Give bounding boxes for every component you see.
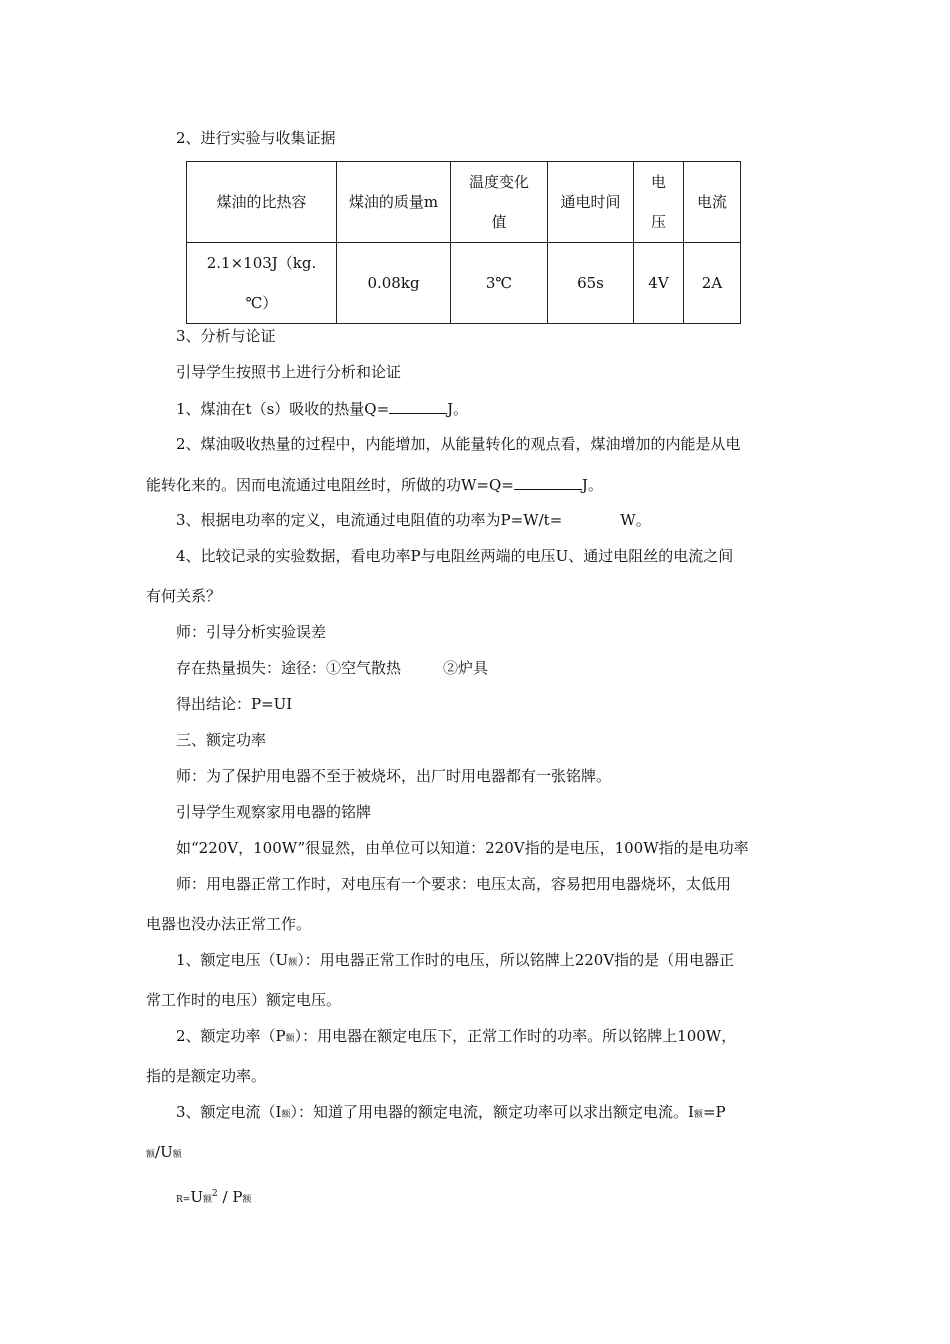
subscript: 额: [285, 1034, 295, 1044]
section-heading: 三、额定功率: [176, 731, 267, 749]
subscript: 额: [693, 1110, 703, 1120]
definition-text: 2、额定功率（P: [176, 1027, 286, 1045]
question-2-line1: 2、煤油吸收热量的过程中，内能增加，从能量转化的观点看，煤油增加的内能是从电: [176, 435, 741, 453]
definition-text: ）：用电器正常工作时的电压，所以铭牌上220V指的是（用电器正: [297, 951, 735, 969]
definition-text: =P: [702, 1103, 726, 1121]
subscript: 额: [202, 1195, 212, 1205]
table-cell: 0.08kg: [337, 243, 451, 324]
section-heading: 3、分析与论证: [176, 327, 276, 345]
table-header-cell: 通电时间: [548, 162, 634, 243]
paragraph: 电器也没办法正常工作。: [146, 915, 312, 933]
paragraph: 师：用电器正常工作时，对电压有一个要求：电压太高，容易把用电器烧坏，太低用: [176, 875, 732, 893]
question-unit: W。: [620, 511, 651, 529]
subscript: 额: [172, 1150, 182, 1160]
definition-1-line2: 常工作时的电压）额定电压。: [146, 991, 342, 1009]
subscript: 额: [242, 1195, 252, 1205]
table-row: [187, 243, 741, 324]
formula-text: U: [190, 1188, 203, 1206]
question-unit: J。: [447, 400, 469, 418]
question-3: [176, 510, 651, 530]
definition-text: ）：用电器在额定电压下，正常工作时的功率。所以铭牌上100W，: [294, 1027, 737, 1045]
subscript: R=: [176, 1195, 191, 1205]
table-header-cell: 电压: [634, 162, 684, 243]
paragraph: 引导学生按照书上进行分析和论证: [176, 363, 402, 381]
question-4-line1: 4、比较记录的实验数据，看电功率P与电阻丝两端的电压U、通过电阻丝的电流之间: [176, 547, 734, 565]
heat-loss-text: 存在热量损失：途径：①空气散热: [176, 659, 402, 677]
heat-loss-text: ②炉具: [443, 659, 489, 677]
table-cell: 3℃: [451, 243, 548, 324]
question-text: 3、根据电功率的定义，电流通过电阻值的功率为P=W/t=: [176, 511, 563, 529]
subscript: 额: [288, 958, 298, 968]
table-cell: 65s: [548, 243, 634, 324]
table-cell: 2.1×103J（kg.℃）: [187, 243, 337, 324]
table-header-cell: 煤油的比热容: [187, 162, 337, 243]
superscript: 2: [212, 1189, 218, 1199]
paragraph: 如“220V，100W”很显然，由单位可以知道：220V指的是电压，100W指的是电功率: [176, 839, 749, 857]
subscript: 额: [281, 1110, 291, 1120]
question-text: 能转化来的。因而电流通过电阻丝时，所做的功W=Q=: [146, 476, 514, 494]
question-1: [176, 398, 468, 419]
question-text: 1、煤油在t（s）吸收的热量Q=: [176, 400, 390, 418]
formula-line: [176, 1184, 251, 1210]
definition-2-line2: 指的是额定功率。: [146, 1067, 267, 1085]
subscript: 额: [146, 1150, 156, 1160]
definition-3: [176, 1102, 726, 1125]
conclusion: 得出结论：P=UI: [176, 695, 293, 713]
formula-line: [146, 1142, 182, 1165]
table-cell: 2A: [684, 243, 741, 324]
table-header-row: [187, 162, 741, 243]
answer-blank[interactable]: [389, 398, 447, 414]
table-cell: 4V: [634, 243, 684, 324]
question-2-line2: [146, 474, 603, 495]
question-4-line2: 有何关系？: [146, 587, 222, 605]
section-heading: 2、进行实验与收集证据: [176, 129, 336, 147]
definition-text: 3、额定电流（I: [176, 1103, 282, 1121]
experiment-data-table: [186, 161, 741, 324]
table-header-cell: 电流: [684, 162, 741, 243]
answer-blank[interactable]: [514, 474, 582, 490]
definition-2: [176, 1026, 736, 1049]
formula-text: / P: [217, 1188, 243, 1206]
definition-text: 1、额定电压（U: [176, 951, 289, 969]
paragraph: 引导学生观察家用电器的铭牌: [176, 803, 372, 821]
paragraph: 师：引导分析实验误差: [176, 623, 327, 641]
heat-loss-line: [176, 658, 488, 678]
question-unit: J。: [581, 476, 603, 494]
definition-text: ）：知道了用电器的额定电流，额定功率可以求出额定电流。I: [290, 1103, 694, 1121]
table-header-cell: 煤油的质量m: [337, 162, 451, 243]
definition-1: [176, 950, 734, 973]
paragraph: 师：为了保护用电器不至于被烧坏，出厂时用电器都有一张铭牌。: [176, 767, 612, 785]
formula-text: /U: [155, 1143, 173, 1161]
table-header-cell: 温度变化值: [451, 162, 548, 243]
